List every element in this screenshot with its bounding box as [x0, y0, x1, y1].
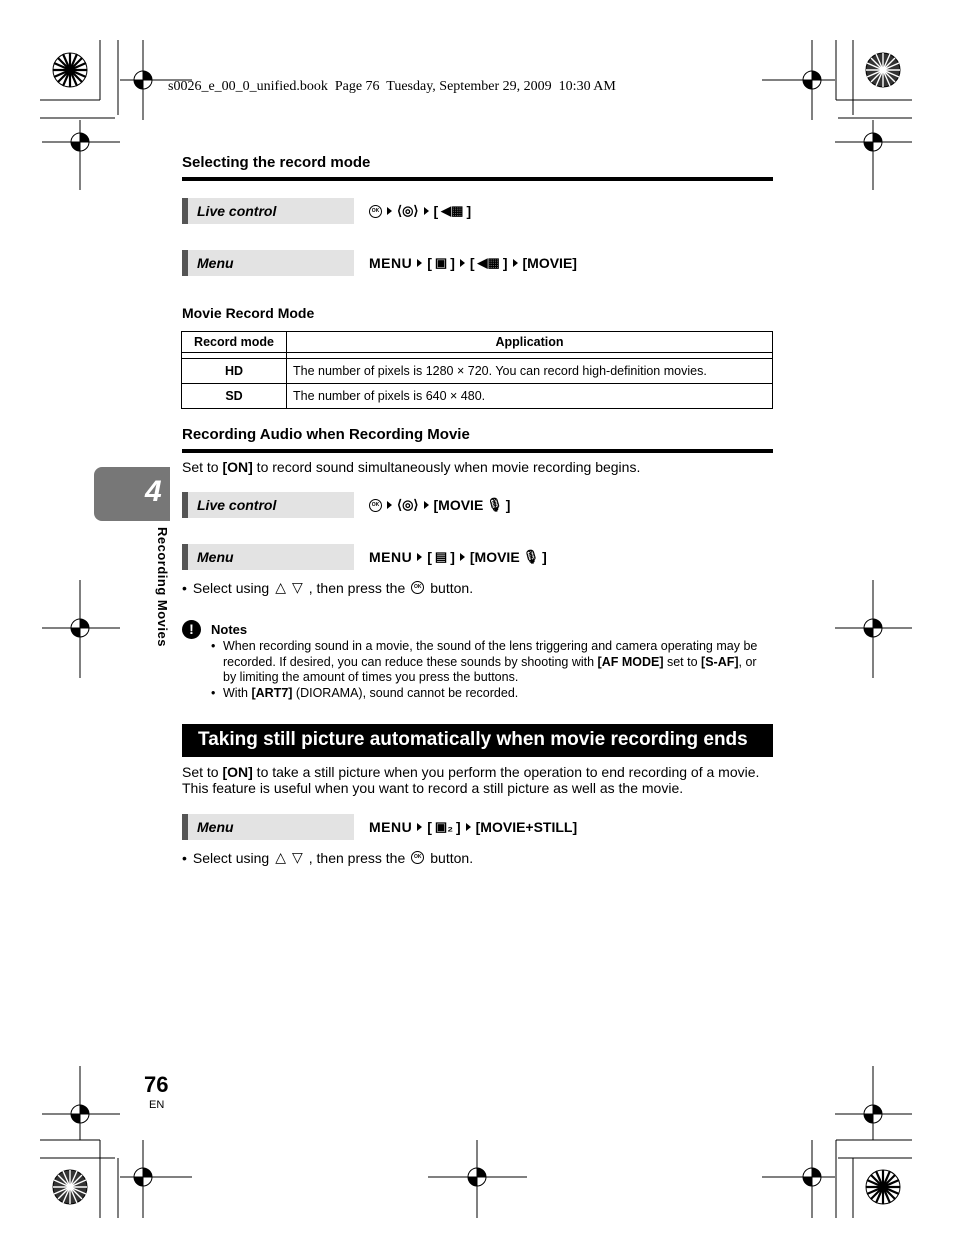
audio-intro: Set to [ON] to record sound simultaneously when movie recording begins. — [182, 459, 641, 475]
microphone-icon: 🎙 — [486, 497, 503, 512]
table-header: Application — [287, 332, 773, 353]
microphone-icon: 🎙 — [522, 549, 540, 564]
ok-button-icon: OK — [411, 851, 424, 864]
menu-box: Menu — [182, 250, 354, 276]
section-heading-recording-audio: Recording Audio when Recording Movie — [182, 426, 470, 443]
live-control-path: OK ⟨◎⟩ [ ◀▦ ] — [369, 203, 471, 219]
up-arrow-icon: △ — [275, 579, 286, 595]
caution-icon: ! — [182, 620, 201, 639]
ok-button-icon: OK — [369, 499, 382, 512]
live-control-box: Live control — [182, 492, 354, 518]
note-item: • When recording sound in a movie, the sound of the lens triggering and camera operating may be recorded. If desired, you can reduce these sounds by shooting with [AF MODE] set to [S-AF], or by limiting the amount of times you press the buttons. • With [ART7] (DIORAMA), sound cannot be recorded. — [211, 639, 773, 701]
registration-mark-icon — [42, 40, 912, 1218]
camera-icon: ▣₂ — [434, 819, 453, 834]
down-arrow-icon: ▽ — [291, 849, 303, 865]
table-header: Record mode — [182, 332, 287, 353]
ok-button-icon: OK — [411, 581, 424, 594]
section-heading-record-mode: Selecting the record mode — [182, 154, 371, 171]
note-item: • With [ART7] (DIORAMA), sound cannot be recorded. — [211, 685, 519, 700]
section-banner: Taking still picture automatically when movie recording ends — [182, 724, 773, 757]
language-code: EN — [149, 1099, 165, 1111]
page-number: 76 — [144, 1072, 169, 1097]
dial-icon: ⟨◎⟩ — [397, 497, 419, 512]
table-row: HD The number of pixels is 1280 × 720. You can record high-definition movies. — [182, 359, 773, 384]
movie-mode-icon: ◀▦ — [477, 255, 500, 270]
notes-title: Notes — [211, 622, 248, 637]
print-job-info: s0026_e_00_0_unified.book Page 76 Tuesday, September 29, 2009 10:30 AM — [168, 79, 616, 94]
live-control-path: OK ⟨◎⟩ [MOVIE 🎙 ] — [369, 497, 510, 513]
table-row: SD The number of pixels is 640 × 480. — [182, 384, 773, 409]
dial-icon: ⟨◎⟩ — [397, 203, 419, 218]
menu-path: MENU [ ▣ ] [ ◀▦ ] [MOVIE] — [369, 255, 577, 271]
record-mode-table — [181, 331, 773, 409]
menu-path: MENU [ ▣₂ ] [MOVIE+STILL] — [369, 819, 578, 835]
custom-menu-icon: ▤ — [434, 549, 448, 564]
chapter-tab: 4 — [94, 467, 170, 521]
table-caption: Movie Record Mode — [182, 305, 315, 321]
movie-mode-icon: ◀▦ — [441, 203, 464, 218]
camera-icon: ▣ — [434, 255, 448, 270]
select-instruction: • Select using △ ▽ , then press the OK button. — [182, 579, 474, 596]
select-instruction: • Select using △ ▽ , then press the OK button. — [182, 849, 474, 866]
still-picture-intro: Set to [ON] to take a still picture when you perform the operation to end recording of a movie. This feature is useful when you want to record a still picture as well as the movie. — [182, 764, 760, 796]
down-arrow-icon: ▽ — [291, 579, 303, 595]
chapter-label: Recording Movies — [155, 527, 170, 647]
heading-rule — [182, 177, 773, 181]
menu-box: Menu — [182, 544, 354, 570]
up-arrow-icon: △ — [275, 849, 286, 865]
live-control-box: Live control — [182, 198, 354, 224]
menu-box: Menu — [182, 814, 354, 840]
menu-path: MENU [ ▤ ] [MOVIE 🎙 ] — [369, 549, 547, 565]
heading-rule — [182, 449, 773, 453]
ok-button-icon: OK — [369, 205, 382, 218]
